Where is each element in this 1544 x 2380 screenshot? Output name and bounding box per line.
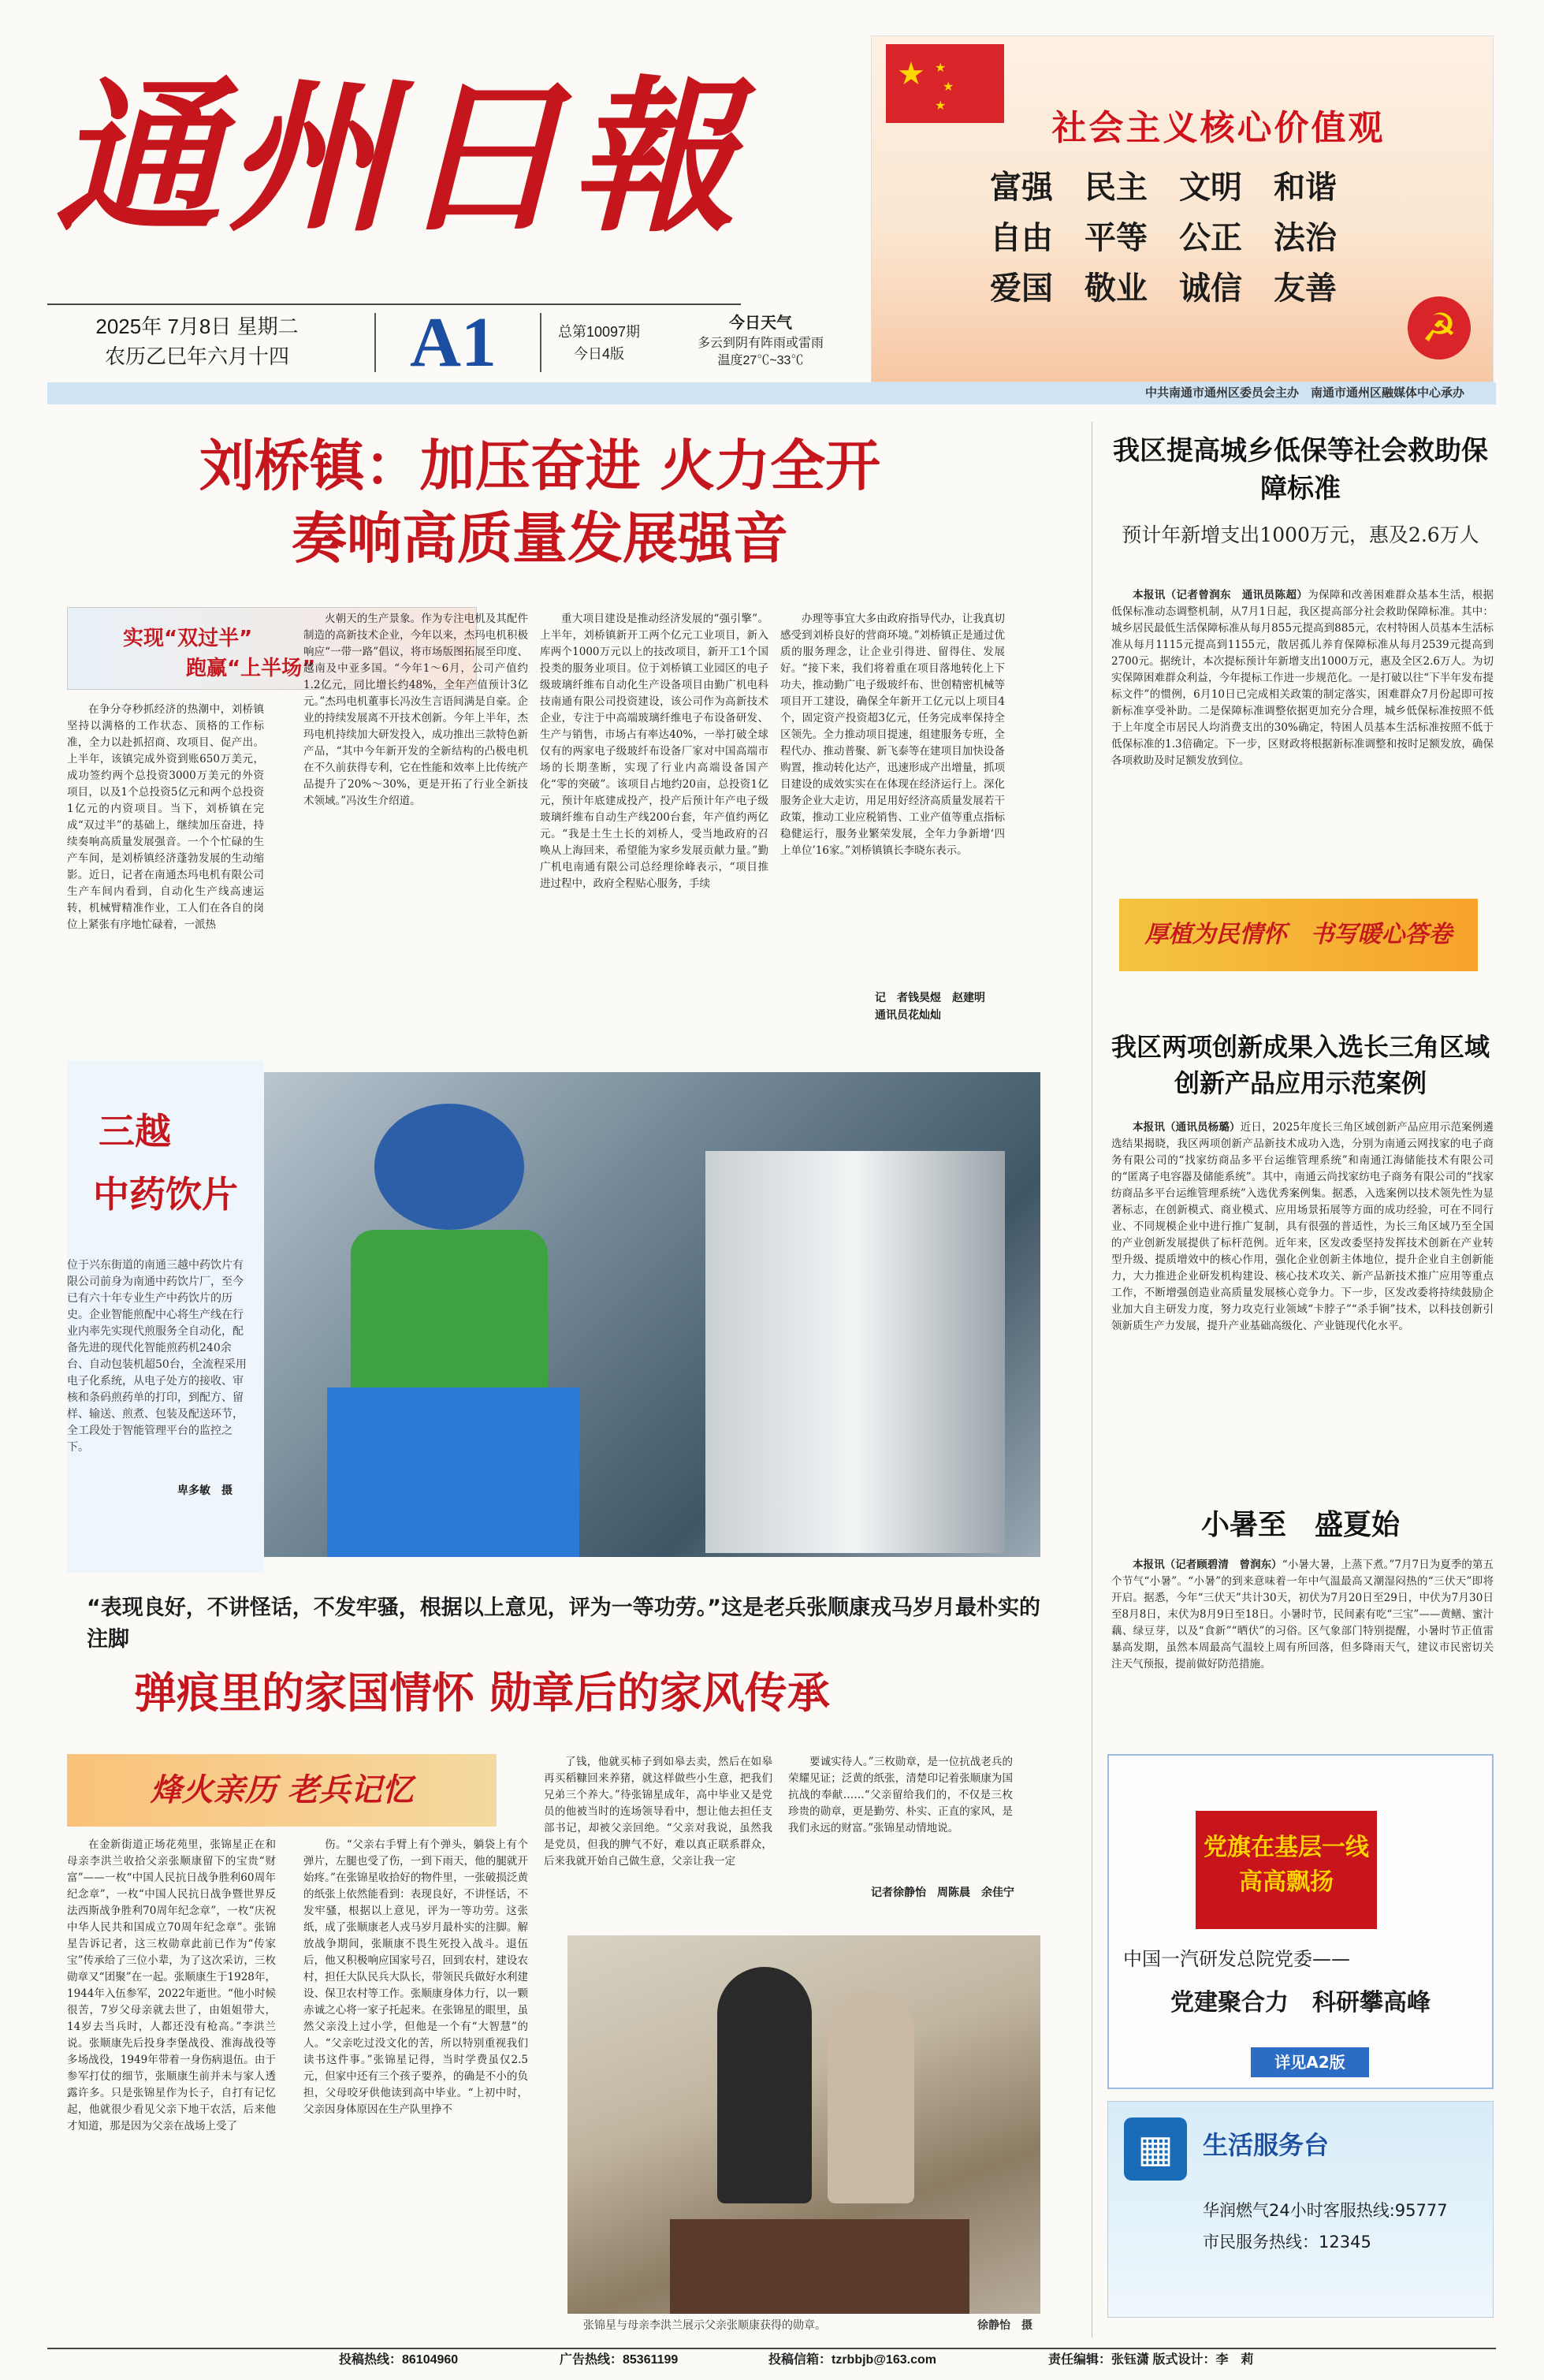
weather-desc: 多云到阴有阵雨或雷雨 xyxy=(697,337,824,350)
weather-temp: 温度27℃~33℃ xyxy=(717,354,804,367)
lunar-date: 农历乙巳年六月十四 xyxy=(104,345,289,368)
side1-section-bar: 厚植为民情怀 书写暖心答卷 xyxy=(1119,899,1478,971)
lead-tag-2: 跑赢“上半场” xyxy=(186,657,316,680)
photo1-caption-box xyxy=(67,1060,264,1573)
lead-col-2: 火朝天的生产景象。作为专注电机及其配件制造的高新技术企业，今年以来，杰玛电机积极响应“一带一路”倡议，将市场版图拓展至印度、越南及中亚多国。“今年1～6月，公司产值约1.2亿元，同比增长约48%，全年产值预计3亿元。”杰玛电机董事长冯汝生言语间满是自豪。企业的持续发展离不开技术创新。今年上半年，杰玛电机持续加大研发投入，成功推出三款特色新产品，“其中今年新开发的全新结构的凸极电机在不久前获得专利，它在性能和效率上比传统产品提升了20%～30%，更是开拓了行业全新技术领域。”冯汝生介绍道。 xyxy=(303,613,528,807)
page-number: A1 xyxy=(410,304,497,382)
story2-headline: 弹痕里的家国情怀 勋章后的家风传承 xyxy=(134,1668,830,1718)
photo1-credit: 卑多敏 摄 xyxy=(177,1484,233,1497)
party-badge-line2: 高高飘扬 xyxy=(1239,1868,1334,1896)
lead-title-line2: 奏响高质量发展强音 xyxy=(292,506,788,571)
footer xyxy=(47,2348,1496,2370)
citizen-hotline: 市民服务热线：12345 xyxy=(1203,2233,1371,2252)
value-item: 法治 xyxy=(1274,220,1337,256)
date-text: 2025年 7月8日 星期二 xyxy=(95,315,299,338)
photo1-caption: 位于兴东街道的南通三越中药饮片有限公司前身为南通中药饮片厂，至今已有六十年专业生产中药饮片的历史。企业智能煎配中心将生产线在行业内率先实现代煎服务全自动化，配备先进的现代化智能煎药机240余台、自动包装机超50台，全流程采用电子化系统，从电子处方的接收、审核和条码煎药单的打印，到配方、留样、输送、煎煮、包装及配送环节，全工段处于智能管理平台的监控之下。 xyxy=(67,1259,247,1454)
flag-image: ★ ★ ★ ★ xyxy=(886,44,1004,123)
machine-shape xyxy=(705,1151,1005,1553)
lead-col-3: 重大项目建设是推动经济发展的“强引擎”。上半年，刘桥镇新开工两个亿元工业项目，新入库两个1000万元以上的技改项目，新开工1个国投类的服务业项目。位于刘桥镇工业园区的电子级玻璃纤维布自动化生产设备项目由勤广机电科技南通有限公司投资建设，该公司作为高新技术企业，专注于中高端玻璃纤维电子布设备研发、生产与销售，市场占有率达40%，一举打破全球仅有的两家电子级玻纤布设备厂家对中国高端市场的长期垄断，实现了行业内高端设备国产化“零的突破”。该项目占地约20亩，总投资1亿元，预计年底建成投产，投产后预计年产电子级玻璃纤维布自动生产线200台套，年产值约两亿元。“我是土生土长的刘桥人，受当地政府的召唤从上海回来，希望能为家乡发展贡献力量。”勤广机电南通有限公司总经理徐峰表示，“项目推进过程中，政府全程贴心服务，手续 xyxy=(540,613,768,890)
value-item: 富强 xyxy=(990,169,1053,206)
side3-headline: 小暑至 盛夏始 xyxy=(1200,1509,1400,1541)
byline-correspondent: 通讯员花灿灿 xyxy=(875,1009,941,1022)
lead-byline xyxy=(875,989,985,1024)
story2-tag: 烽火亲历 老兵记忆 xyxy=(67,1754,497,1827)
lead-col-4: 办理等事宜大多由政府指导代办，让我真切感受到刘桥良好的营商环境。”刘桥镇正是通过优质的服务理念，让企业引得进、留得住、发展好。“接下来，我们将着重在项目落地转化上下功夫，推动勤广电子级玻纤布、世创精密机械等项目开工建设，确保全年新开工亿元以上项目4个，固定资产投资超3亿元，任务完成率保持全区领先。全力推动项目提速，组建服务专班，全程代办、推动普聚、新飞泰等在建项目加快设备购置，推动转化达产，迅速形成产出增量，抓项目建设的成效实实在在体现在经济运行上。深化服务企业大走访，用足用好经济高质量发展若干政策，推动工业应税销售、工业产值等重点指标稳健运行，服务业繁荣发展，全年力争新增‘四上单位’16家。”刘桥镇镇长李晓东表示。 xyxy=(780,613,1005,857)
story2-lead-quote: “表现良好，不讲怪话，不发牢骚，根据以上意见，评为一等功劳。”这是老兵张顺康戎马岁月最朴实的注脚 xyxy=(87,1596,1040,1652)
side1-byline: 本报讯（记者曾润东 通讯员陈超） xyxy=(1133,589,1308,602)
side2-headline: 我区两项创新成果入选长三角区域创新产品应用示范案例 xyxy=(1111,1032,1490,1098)
party-badge-line1: 党旗在基层一线 xyxy=(1204,1834,1369,1861)
story2-photo-caption xyxy=(583,2318,1032,2334)
story2-col-2: 伤。“父亲右手臂上有个弹头，躺袋上有个弹片，左腿也受了伤，一到下雨天，他的腿就开始疼。”在张锦星收拾好的物件里，一张破损泛黄的纸张上依然能看到：表现良好，不讲怪话，不发牢骚，根据以上意见，评为一等功劳。这张纸，成了张顺康老人戎马岁月最朴实的注脚。解放战争期间，张顺康不畏生死投入战斗。退伍后，他又积极响应国家号召，回到农村，建设农村，担任大队民兵大队长，带领民兵做好水利建设、保卫农村等工作。张顺康身体力行，以一颗赤诚之心将一家子托起来。在张锦星的眼里，虽然父亲没上过小学，但他是一个有“大智慧”的人。“父亲吃过没文化的苦，所以特别重视我们读书这件事。”张锦星记得，当时学费虽仅2.5元，但家中还有三个孩子要养，的确是不小的负担，父母咬牙供他读到高中毕业。“上初中时，父亲因身体原因在生产队里挣不 xyxy=(303,1838,528,2116)
weather xyxy=(670,311,851,370)
core-values-banner xyxy=(871,35,1494,382)
value-item: 自由 xyxy=(990,220,1053,256)
value-item: 公正 xyxy=(1179,220,1242,256)
value-item: 平等 xyxy=(1085,220,1148,256)
story2-byline: 记者徐静怡 周陈晨 余佳宁 xyxy=(871,1886,1014,1899)
party-title: 党建聚合力 科研攀高峰 xyxy=(1170,1989,1431,2017)
gas-hotline: 华润燃气24小时客服热线:95777 xyxy=(1203,2201,1448,2220)
lead-headline xyxy=(79,430,1001,575)
party-badge xyxy=(1196,1811,1377,1929)
lead-tag-1: 实现“双过半” xyxy=(123,627,253,650)
value-item: 民主 xyxy=(1085,169,1148,206)
side1-body xyxy=(1111,587,1494,891)
side1-text: 为保障和改善困难群众基本生活，根据低保标准动态调整机制，从7月1日起，我区提高部分社会救助保障标准。其中：城乡居民最低生活保障标准从每月855元提高到885元，农村特困人员基本生活标准从每月1115元提高到1155元，散居孤儿养育保障标准从每月2539元提高到2700元。据统计，本次提标预计年新增支出1000万元，惠及全区2.6万人。为切实保障困难群众利益，今年提标工作进一步规范化。一是打破以往“下半年发布提标文件”的惯例，6月10日已完成相关政策的制定落实，困难群众7月份起即可按新标准享受补助。二是保障标准调整依据更加充分合理，城乡低保标准按照不低于上年度全市居民人均消费支出的30%确定，特困人员基本生活标准按照不低于低保标准的1.3倍确定。下一步，区财政将根据新标准调整和按时足额发放，确保各项救助及时足额发放到位。 xyxy=(1111,589,1494,767)
lead-title-line1: 刘桥镇：加压奋进 火力全开 xyxy=(199,434,881,498)
weather-title: 今日天气 xyxy=(729,315,792,332)
lead-col-1: 在争分夺秒抓经济的热潮中，刘桥镇坚持以满格的工作状态、顶格的工作标准，全力以赴抓招商、攻项目、促产出。上半年，该镇完成外资到账650万美元，成功签约两个总投资3000万美元的外资项目，以及1个总投资5亿元和两个总投资1亿元的内资项目。当下，刘桥镇在完成“双过半”的基础上，继续加压奋进，持续奏响高质量发展强音。一个个忙碌的生产车间，是刘桥镇经济蓬勃发展的生动缩影。近日，记者在南通杰玛电机有限公司生产车间内看到，自动化生产线高速运转，机械臂精准作业，工人们在各自的岗位上紧张有序地忙碌着，一派热 xyxy=(67,703,264,931)
banner-title: 社会主义核心价值观 xyxy=(1051,108,1386,148)
value-item: 和谐 xyxy=(1274,169,1337,206)
value-item: 爱国 xyxy=(990,270,1053,307)
table-shape xyxy=(670,2219,969,2314)
footer-email: 投稿信箱：tzrbbjb@163.com xyxy=(768,2353,936,2367)
blue-crate-shape xyxy=(327,1387,579,1557)
story2-col-3: 了钱，他就买柿子到如皋去卖，然后在如皋再买稻糠回来养猪，就这样做些小生意，把我们兄弟三个养大。”待张锦星成年，高中毕业又是党员的他被当时的连场领导看中，想让他去担任支部书记，却被父亲回绝。“父亲对我说，虽然我是党员，但我的脾气不好，难以真正联系群众，后来我就开始自己做生意，父亲让我一定 xyxy=(544,1756,772,1868)
calendar-icon: ▦ xyxy=(1124,2117,1187,2181)
service-box xyxy=(1107,2101,1494,2318)
side2-byline: 本报讯（通讯员杨璐） xyxy=(1133,1121,1241,1134)
byline-reporters: 记 者钱昊煜 赵建明 xyxy=(875,992,985,1004)
party-box xyxy=(1107,1754,1494,2089)
see-page-a2-link[interactable]: 详见A2版 xyxy=(1251,2047,1369,2077)
value-item: 友善 xyxy=(1274,270,1337,307)
medal-family-photo xyxy=(567,1935,1040,2314)
sponsor-band: 中共南通市通州区委员会主办 南通市通州区融媒体中心承办 xyxy=(47,382,1496,404)
photo1-title: 三越 xyxy=(99,1110,171,1153)
footer-editors: 责任编辑：张钰潇 版式设计：李 莉 xyxy=(1048,2353,1254,2367)
pages-count: 今日4版 xyxy=(573,346,624,362)
hairnet-shape xyxy=(374,1104,524,1230)
photo2-credit: 徐静怡 摄 xyxy=(977,2319,1032,2332)
side3-body xyxy=(1111,1557,1494,1738)
pharmacy-worker-photo xyxy=(264,1072,1040,1557)
footer-contribution-phone: 投稿热线：86104960 xyxy=(339,2353,459,2367)
side2-body xyxy=(1111,1119,1494,1490)
story2-col-4: 要诚实待人。”三枚勋章，是一位抗战老兵的荣耀见证；泛黄的纸张，清楚印记着张顺康为国抗战的奉献……“父亲留给我们的，不仅是三枚珍贵的勋章，更是勤劳、朴实、正直的家风，是我们永远的财富。”张锦星动情地说。 xyxy=(788,1756,1013,1834)
side2-text: 近日，2025年度长三角区域创新产品应用示范案例遴选结果揭晓，我区两项创新产品新技术成功入选，分别为南通云网找家的电子商务有限公司的“找家纺商品多平台运维管理系统”和南通江海储能技术有限公司的“匿离子电容器及储能系统”。其中，南通云尚找家纺电子商务有限公司的“找家纺商品多平台运维管理系统”入选优秀案例集。据悉，入选案例以技术领先性为显著标志，在创新模式、商业模式、应用场景拓展等方面的成功经验，可在不同行业、不同规模企业中进行推广复制，具有很强的普适性，为长三角区域乃至全国的产业创新发展提供了标杆范例。近年来，区发改委坚持发挥技术创新在产业转型升级、提质增效中的核心作用，强化企业创新主体地位，提升企业自主创新能力，大力推进企业研发机构建设、核心技术攻关、新产品新技术推广应用等重点工作，不断增强创造业高质量发展核心竞争力。下一步，区发改委将持续鼓励企业加大自主研发力度，努力攻克行业领域“卡脖子”“杀手锏”技术，以科技创新引领新质生产力发展，提升产业基础高级化、产业链现代化水平。 xyxy=(1111,1121,1494,1332)
values-grid xyxy=(990,162,1368,314)
service-title: 生活服务台 xyxy=(1203,2130,1330,2160)
footer-ad-phone: 广告热线：85361199 xyxy=(560,2353,679,2367)
woman-figure xyxy=(828,1991,914,2203)
value-item: 敬业 xyxy=(1085,270,1148,307)
masthead-title: 通州日報 xyxy=(55,60,743,255)
side1-subtitle: 预计年新增支出1000万元，惠及2.6万人 xyxy=(1122,523,1479,546)
side3-text: “小暑大暑，上蒸下煮。”7月7日为夏季的第五个节气“小暑”。“小暑”的到来意味着一年中气温最高又潮湿闷热的“三伏天”即将开启。据悉，今年“三伏天”共计30天，初伏为7月20日至29日，中伏为7月30日至8月8日，末伏为8月9日至18日。小暑时节，民间素有吃“三宝”——黄鳝、蜜汁藕、绿豆芽，以及“食新”“晒伏”的习俗。区气象部门特别提醒，小暑时节正值雷暴高发期，虽然本周最高气温较上周有所回落，但多降雨天气，建议市民密切关注天气预报，提前做好防范措施。 xyxy=(1111,1559,1494,1670)
issue-number: 总第10097期 xyxy=(557,324,641,340)
party-subtitle: 中国一汽研发总院党委—— xyxy=(1123,1948,1350,1970)
man-figure xyxy=(717,1967,812,2203)
issue-date xyxy=(47,311,347,371)
photo2-caption: 张锦星与母亲李洪兰展示父亲张顺康获得的勋章。 xyxy=(583,2319,826,2332)
story2-col-1: 在金新街道正场花苑里，张锦星正在和母亲李洪兰收拾父亲张顺康留下的宝贵“财富”——一枚“中国人民抗日战争胜利60周年纪念章”，一枚“中国人民抗日战争暨世界反法西斯战争胜利70周年纪念章”，一枚“庆祝中华人民共和国成立70周年纪念章”。张锦星告诉记者，这三枚勋章此前已作为“传家宝”传承给了三位小辈，为了这次采访，三枚勋章又“团聚”在一起。张顺康生于1928年，1944年入伍参军，2022年逝世。“他小时候很苦，7岁父母亲就去世了，由姐姐带大，14岁去当兵时，人都还没有枪高。”李洪兰说。张顺康先后投身李堡战役、淮海战役等多场战役，1949年带着一身伤病退伍。由于参军打仗的细节，张顺康生前并未与家人透露许多。只是张锦星作为长子，自打有记忆起，他就很少看见父亲下地干农活，后来他才知道，那是因为父亲在战场上受了 xyxy=(67,1838,276,2132)
issue-info xyxy=(552,321,646,365)
value-item: 诚信 xyxy=(1179,270,1242,307)
masthead-info-bar xyxy=(47,304,824,382)
value-item: 文明 xyxy=(1179,169,1242,206)
party-emblem-icon: ☭ xyxy=(1408,296,1471,359)
divider xyxy=(540,313,541,372)
divider xyxy=(374,313,376,372)
photo1-subtitle: 中药饮片 xyxy=(93,1173,238,1216)
side3-byline: 本报讯（记者顾碧清 曾润东） xyxy=(1133,1559,1282,1571)
side1-headline: 我区提高城乡低保等社会救助保障标准 xyxy=(1113,435,1488,505)
